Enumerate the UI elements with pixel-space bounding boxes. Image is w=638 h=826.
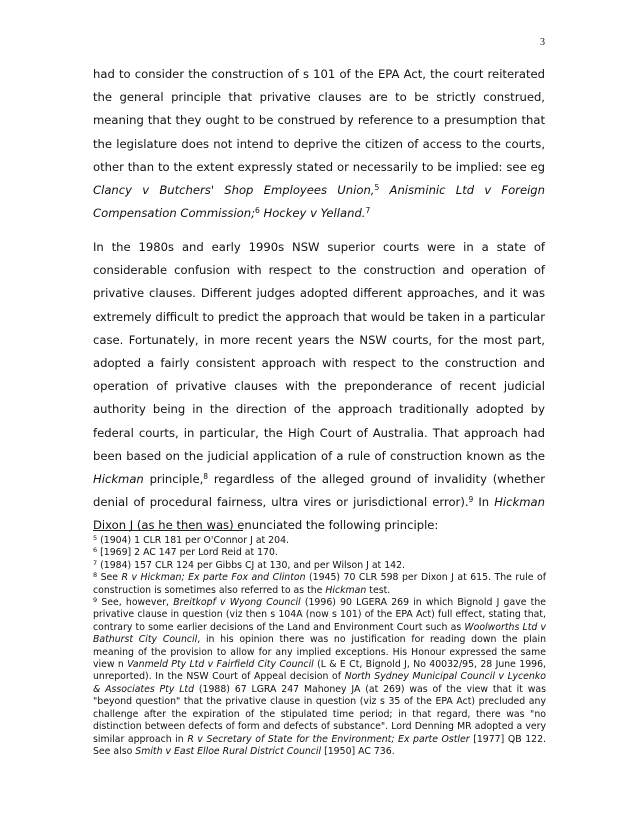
case-name: Hickman <box>93 472 144 487</box>
page-number: 3 <box>540 37 545 48</box>
case-citation: Hockey v Yelland. <box>263 206 366 221</box>
footnote-ref[interactable]: 9 <box>468 495 474 505</box>
footnote-9: $^9$ See, however, Breitkopf v Wyong Council (1996) 90 LGERA 269 in which Bignold J gave the privative clause in question (viz then s 104A (now s 101) of the EPA Act) full effect, stating that, contrary to some earlier decisions of the Land and Environment Court such as Woolworths Ltd v Bathurst City Council, in his opinion there was no justification for reading down the plain meaning of the provision to allow for any implied exceptions. His Honour expressed the same view n Vanmeld Pty Ltd v Fairfield City Council (L & E Ct, Bignold J, No 40032/95, 28 June 1996, unreported). In the NSW Court of Appeal decision of North Sydney Municipal Council v Lycenko & Associates Pty Ltd (1988) 67 LGRA 247 Mahoney JA (at 269) was of the view that it was "beyond question" that the privative clause in question (viz s 35 of the EPA Act) precluded any challenge after the expiration of the stipulated time period; in that regard, there was "no distinction between defects of form and defects of substance". Lord Denning MR adopted a very similar approach in R v Secretary of State for the Environment; Ex parte Ostler [1977] QB 122. See also Smith v East Elloe Rural District Council [1950] AC 736. <box>93 596 547 757</box>
footnote-8: $^8$ See R v Hickman; Ex parte Fox and Clinton (1945) 70 CLR 598 per Dixon J at 615. The rule of construction is sometimes also referred to as the Hickman test. <box>93 571 546 596</box>
footnote-7: $^7$ (1984) 157 CLR 124 per Gibbs CJ at 130, and per Wilson J at 142. <box>93 558 405 571</box>
footnote-divider <box>93 530 243 531</box>
footnote-ref[interactable]: 7 <box>365 206 371 216</box>
case-citation: Clancy v Butchers' Shop Employees Union, <box>93 183 375 198</box>
footnote-6: $^6$ [1969] 2 AC 147 per Lord Reid at 170. <box>93 546 278 559</box>
footnote-5: $^5$ (1904) 1 CLR 181 per O'Connor J at 204. <box>93 534 289 546</box>
footnote-ref[interactable]: 5 <box>374 183 380 193</box>
case-name: Hickman <box>494 495 545 510</box>
paragraph-2: In the 1980s and early 1990s NSW superior courts were in a state of considerable confusion with respect to the construction and operation of privative clauses. Different judges adopted different approaches, and it was extremely difficult to predict the approach that would be taken in a particular case. Fortunately, in more recent years the NSW courts, for the most part, adopted a fairly consistent approach with respect to the construction and operation of privative clauses with the preponderance of recent judicial authority being in the direction of the approach traditionally adopted by federal courts, in particular, the High Court of Australia. That approach had been based on the judicial application of a rule of construction known as the Hickman principle,$^8$ regardless of the alleged ground of invalidity (whether denial of procedural fairness, ultra vires or jurisdictional error).$^9$ In Hickman Dixon J (as he then was) enunciated the following principle: <box>93 240 545 533</box>
case-citation: Anisminic Ltd v Foreign Compensation Commission; <box>93 183 546 221</box>
footnote-ref[interactable]: 6 <box>255 206 260 216</box>
paragraph-1: had to consider the construction of s 101 of the EPA Act, the court reiterated the general principle that privative clauses are to be strictly construed, meaning that they ought to be construed by reference to a presumption that the legislature does not intend to deprive the citizen of access to the courts, other than to the extent expressly stated or necessarily to be implied: see eg Clancy v Butchers' Shop Employees Union,$^5$ Anisminic Ltd v Foreign Compensation Commission;$^6$ Hockey v Yelland.$^7$ <box>93 67 546 221</box>
footnotes <box>93 535 546 758</box>
footnote-ref[interactable]: 8 <box>203 472 209 482</box>
